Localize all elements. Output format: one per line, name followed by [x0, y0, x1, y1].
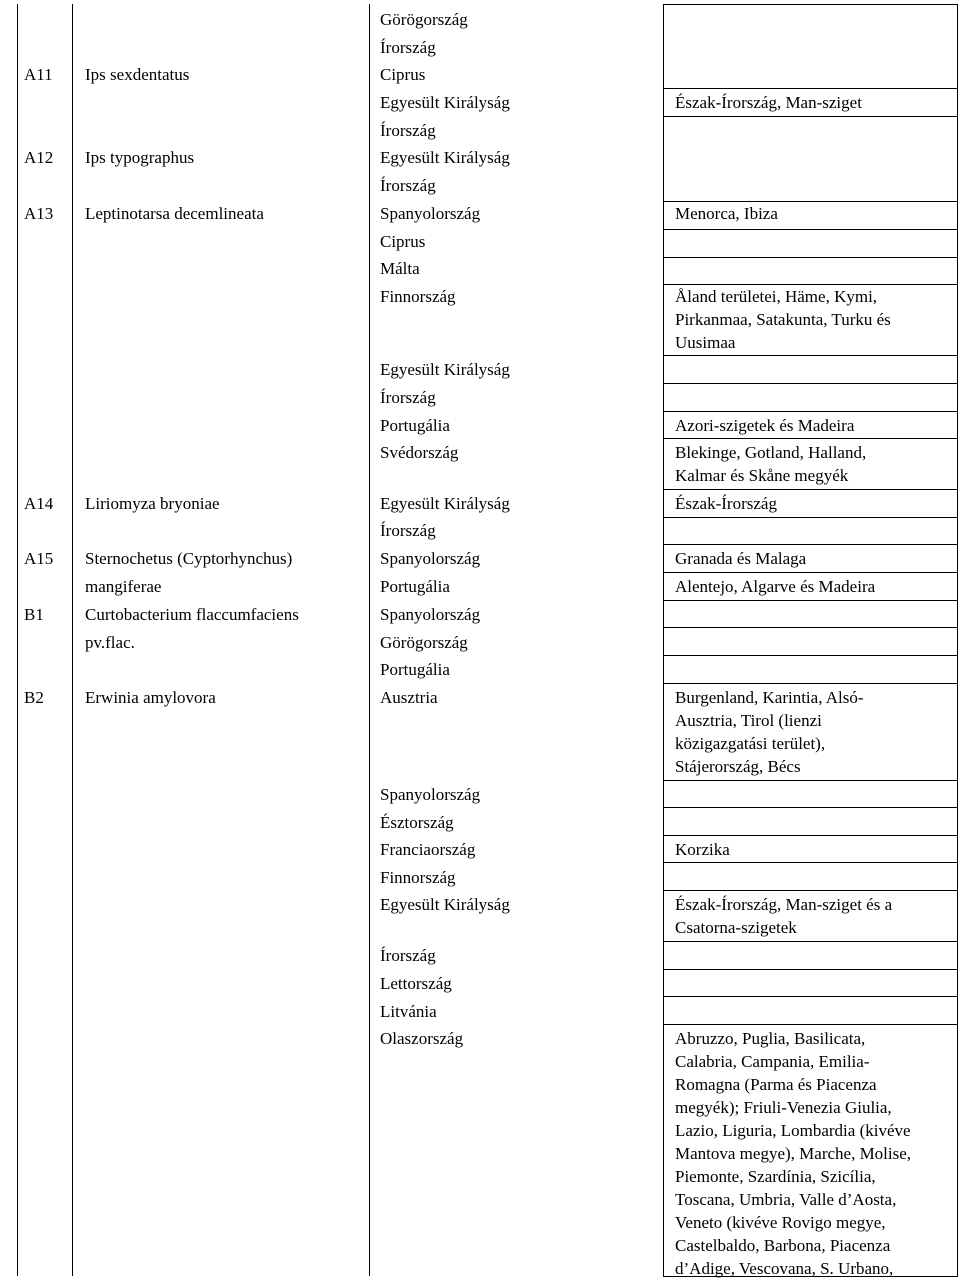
table-cell-country: Ciprus — [380, 65, 426, 84]
table-cell-region: Észak-Írország, Man-sziget és a — [675, 895, 893, 914]
table-cell-country: Egyesült Királyság — [380, 148, 510, 167]
region-row-rule — [663, 1024, 958, 1025]
table-cell-code: B2 — [24, 688, 44, 707]
table-cell-region: Stájerország, Bécs — [675, 757, 801, 776]
table-cell-region: Alentejo, Algarve és Madeira — [675, 577, 876, 596]
table-cell-region: Kalmar és Skåne megyék — [675, 466, 849, 485]
table-cell-country: Franciaország — [380, 840, 476, 859]
table-cell-country: Írország — [380, 176, 436, 195]
table-cell-country: Ausztria — [380, 688, 438, 707]
table-cell-region: Veneto (kivéve Rovigo megye, — [675, 1213, 886, 1232]
region-row-rule — [663, 941, 958, 942]
region-row-rule — [663, 4, 958, 5]
table-cell-code: A11 — [24, 65, 53, 84]
table-cell-country: Svédország — [380, 443, 459, 462]
table-cell-region: Calabria, Campania, Emilia- — [675, 1052, 870, 1071]
table-left-border — [17, 4, 18, 1276]
table-cell-organism: Erwinia amylovora — [85, 688, 216, 707]
table-cell-country: Finnország — [380, 287, 456, 306]
region-row-rule — [663, 807, 958, 808]
region-row-rule — [663, 969, 958, 970]
region-row-rule — [663, 683, 958, 684]
region-row-rule — [663, 88, 958, 89]
table-cell-organism: pv.flac. — [85, 633, 135, 652]
table-cell-country: Málta — [380, 259, 420, 278]
table-cell-organism: Sternochetus (Cyptorhynchus) — [85, 549, 293, 568]
table-cell-country: Finnország — [380, 868, 456, 887]
table-cell-country: Egyesült Királyság — [380, 494, 510, 513]
region-row-rule — [663, 996, 958, 997]
region-row-rule — [663, 229, 958, 230]
table-cell-country: Egyesült Királyság — [380, 93, 510, 112]
table-cell-country: Írország — [380, 521, 436, 540]
table-cell-region: Azori-szigetek és Madeira — [675, 416, 855, 435]
table-cell-country: Írország — [380, 388, 436, 407]
table-cell-region: Menorca, Ibiza — [675, 204, 778, 223]
table-cell-organism: Ips typographus — [85, 148, 195, 167]
table-cell-region: megyék); Friuli-Venezia Giulia, — [675, 1098, 892, 1117]
table-cell-country: Portugália — [380, 416, 450, 435]
table-cell-country: Írország — [380, 946, 436, 965]
region-row-rule — [663, 383, 958, 384]
table-cell-country: Spanyolország — [380, 605, 481, 624]
table-cell-country: Litvánia — [380, 1002, 437, 1021]
table-cell-region: Észak-Írország, Man-sziget — [675, 93, 862, 112]
table-cell-region: Granada és Malaga — [675, 549, 807, 568]
table-cell-region: Pirkanmaa, Satakunta, Turku és — [675, 310, 891, 329]
table-cell-organism: mangiferae — [85, 577, 162, 596]
region-row-rule — [663, 489, 958, 490]
region-row-rule — [663, 655, 958, 656]
table-cell-region: Csatorna-szigetek — [675, 918, 797, 937]
region-row-rule — [663, 600, 958, 601]
table-cell-country: Írország — [380, 121, 436, 140]
table-cell-country: Görögország — [380, 633, 468, 652]
table-right-border — [957, 4, 958, 1276]
region-row-rule — [663, 544, 958, 545]
table-cell-organism: Leptinotarsa decemlineata — [85, 204, 264, 223]
table-cell-organism: Curtobacterium flaccumfaciens — [85, 605, 299, 624]
region-row-rule — [663, 438, 958, 439]
region-row-rule — [663, 257, 958, 258]
region-row-rule — [663, 780, 958, 781]
region-row-rule — [663, 572, 958, 573]
table-cell-region: Lazio, Liguria, Lombardia (kivéve — [675, 1121, 911, 1140]
table-cell-country: Lettország — [380, 974, 452, 993]
table-cell-region: Romagna (Parma és Piacenza — [675, 1075, 877, 1094]
table-cell-country: Egyesült Királyság — [380, 895, 510, 914]
table-cell-organism: Ips sexdentatus — [85, 65, 190, 84]
region-row-rule — [663, 411, 958, 412]
table-cell-country: Spanyolország — [380, 785, 481, 804]
table-cell-country: Észtország — [380, 813, 454, 832]
column-divider-2 — [369, 4, 370, 1276]
table-cell-country: Spanyolország — [380, 549, 481, 568]
region-row-rule — [663, 890, 958, 891]
table-cell-country: Spanyolország — [380, 204, 481, 223]
table-cell-country: Írország — [380, 38, 436, 57]
table-cell-country: Egyesült Királyság — [380, 360, 510, 379]
table-cell-region: Burgenland, Karintia, Alsó- — [675, 688, 864, 707]
table-cell-region: Åland területei, Häme, Kymi, — [675, 287, 878, 306]
column-divider-3 — [663, 4, 664, 1276]
table-cell-region: d’Adige, Vescovana, S. Urbano, — [675, 1259, 894, 1278]
region-row-rule — [663, 835, 958, 836]
table-cell-country: Görögország — [380, 10, 468, 29]
table-cell-region: Uusimaa — [675, 333, 736, 352]
table-cell-country: Olaszország — [380, 1029, 464, 1048]
table-cell-country: Portugália — [380, 660, 450, 679]
table-cell-country: Ciprus — [380, 232, 426, 251]
table-cell-region: Toscana, Umbria, Valle d’Aosta, — [675, 1190, 897, 1209]
table-cell-region: Castelbaldo, Barbona, Piacenza — [675, 1236, 891, 1255]
region-row-rule — [663, 627, 958, 628]
table-cell-organism: Liriomyza bryoniae — [85, 494, 220, 513]
table-cell-region: Ausztria, Tirol (lienzi — [675, 711, 822, 730]
table-cell-region: Blekinge, Gotland, Halland, — [675, 443, 867, 462]
region-row-rule — [663, 862, 958, 863]
table-cell-region: Észak-Írország — [675, 494, 777, 513]
table-cell-country: Portugália — [380, 577, 450, 596]
column-divider-1 — [72, 4, 73, 1276]
table-cell-code: A15 — [24, 549, 54, 568]
region-row-rule — [663, 355, 958, 356]
table-cell-code: A13 — [24, 204, 54, 223]
table-cell-region: közigazgatási terület), — [675, 734, 826, 753]
table-cell-code: A12 — [24, 148, 54, 167]
table-cell-region: Abruzzo, Puglia, Basilicata, — [675, 1029, 866, 1048]
table-cell-region: Mantova megye), Marche, Molise, — [675, 1144, 912, 1163]
table-cell-region: Piemonte, Szardínia, Szicília, — [675, 1167, 876, 1186]
region-row-rule — [663, 116, 958, 117]
region-row-rule — [663, 517, 958, 518]
table-cell-region: Korzika — [675, 840, 730, 859]
table-cell-code: B1 — [24, 605, 44, 624]
table-cell-code: A14 — [24, 494, 54, 513]
